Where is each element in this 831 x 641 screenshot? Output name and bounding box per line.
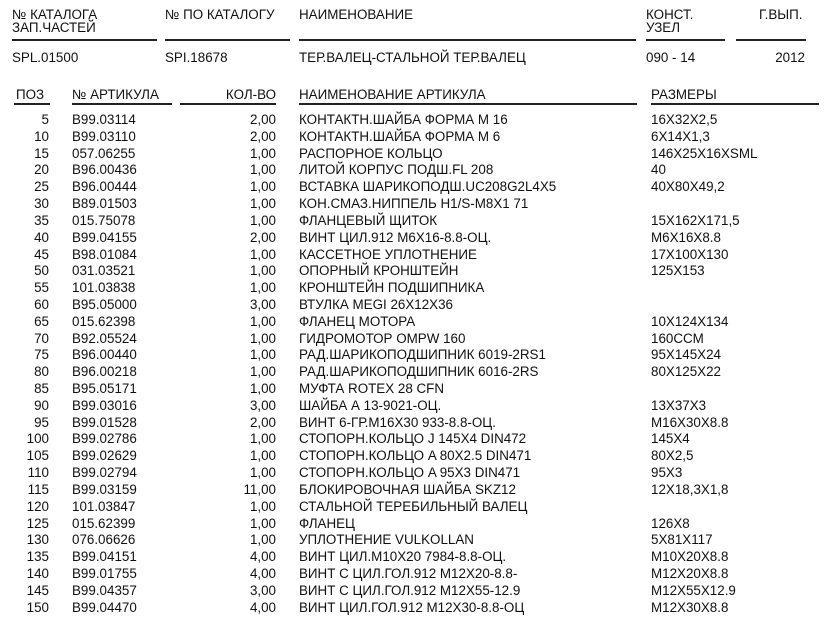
- row-dimensions: 95X145X24: [651, 347, 721, 363]
- table-row: [0, 583, 831, 600]
- row-part-name: КОНТАКТН.ШАЙБА ФОРМА М 6: [299, 128, 501, 144]
- column-header-name: НАИМЕНОВАНИЕ АРТИКУЛА: [299, 87, 486, 102]
- unit-value: 090 - 14: [646, 50, 696, 65]
- row-dimensions: M12X20X8.8: [651, 565, 729, 581]
- table-row: [0, 431, 831, 448]
- row-position: 65: [34, 313, 49, 329]
- row-part-name: КРОНШТЕЙН ПОДШИПНИКА: [299, 280, 485, 296]
- row-dimensions: 6X14X1,3: [651, 128, 710, 144]
- row-quantity: 3,00: [249, 582, 276, 598]
- row-quantity: 1,00: [249, 162, 276, 178]
- table-row: [0, 213, 831, 230]
- row-dimensions: M16X30X8.8: [651, 414, 729, 430]
- row-dimensions: 16X32X2,5: [651, 112, 718, 127]
- row-quantity: 1,00: [249, 448, 276, 464]
- table-row: [0, 314, 831, 331]
- row-quantity: 1,00: [249, 431, 276, 447]
- row-part-name: ФЛАНЕЦ: [299, 515, 355, 531]
- row-part-name: КАССЕТНОЕ УПЛОТНЕНИЕ: [299, 246, 477, 262]
- table-row: [0, 263, 831, 280]
- row-part-name: РАД.ШАРИКОПОДШИПНИК 6016-2RS: [299, 364, 539, 380]
- row-position: 85: [34, 381, 49, 396]
- table-row: [0, 381, 831, 398]
- row-article-number: B96.00444: [72, 179, 137, 195]
- table-row: [0, 448, 831, 465]
- header-rule-catalog: [12, 39, 157, 41]
- row-article-number: 101.03847: [72, 498, 136, 514]
- row-dimensions: 145X4: [651, 431, 690, 447]
- row-position: 130: [26, 532, 49, 548]
- row-quantity: 1,00: [249, 263, 276, 279]
- row-article-number: 076.06626: [72, 532, 136, 548]
- row-quantity: 1,00: [249, 330, 276, 346]
- table-row: [0, 398, 831, 415]
- row-article-number: B99.01528: [72, 414, 137, 430]
- row-article-number: 057.06255: [72, 145, 136, 161]
- row-quantity: 4,00: [249, 549, 276, 565]
- row-position: 60: [34, 296, 49, 312]
- row-position: 150: [26, 599, 49, 615]
- row-position: 35: [34, 212, 49, 228]
- row-part-name: БЛОКИРОВОЧНАЯ ШАЙБА SKZ12: [299, 481, 516, 497]
- table-row: [0, 129, 831, 146]
- row-article-number: B92.05524: [72, 330, 137, 346]
- row-part-name: ШАЙБА А 13-9021-ОЦ.: [299, 397, 442, 413]
- year-label: Г.ВЫП.: [759, 7, 803, 22]
- row-quantity: 11,00: [243, 481, 276, 497]
- row-position: 75: [34, 347, 49, 363]
- row-quantity: 3,00: [249, 397, 276, 413]
- row-article-number: B99.02786: [72, 431, 137, 447]
- row-position: 120: [26, 498, 49, 514]
- row-quantity: 1,00: [249, 465, 276, 481]
- row-part-name: ОПОРНЫЙ КРОНШТЕЙН: [299, 263, 459, 279]
- column-header-article: № АРТИКУЛА: [72, 87, 159, 102]
- column-header-qty: КОЛ-ВО: [225, 87, 276, 102]
- table-row: [0, 331, 831, 348]
- row-quantity: 1,00: [249, 196, 276, 212]
- column-rule-size: [651, 103, 819, 105]
- table-row: [0, 196, 831, 213]
- row-position: 55: [34, 280, 49, 296]
- row-quantity: 2,00: [249, 229, 276, 245]
- row-part-name: СТОПОРН.КОЛЬЦО A 95X3 DIN471: [299, 465, 521, 481]
- row-part-name: РАСПОРНОЕ КОЛЬЦО: [299, 145, 443, 161]
- table-row: [0, 482, 831, 499]
- row-position: 140: [26, 565, 49, 581]
- table-row: [0, 532, 831, 549]
- row-position: 25: [34, 179, 49, 195]
- table-row: [0, 179, 831, 196]
- catalog-ref-value: SPI.18678: [165, 50, 228, 65]
- column-rule-article: [72, 103, 172, 105]
- row-position: 95: [34, 414, 49, 430]
- row-position: 40: [34, 229, 49, 245]
- table-row: [0, 347, 831, 364]
- row-part-name: ГИДРОМОТОР OMPW 160: [299, 330, 466, 346]
- row-position: 5: [41, 112, 49, 127]
- row-article-number: B99.02629: [72, 448, 137, 464]
- table-row: [0, 600, 831, 617]
- header-rule-year: [736, 39, 806, 41]
- assembly-name-value: ТЕР.ВАЛЕЦ-СТАЛЬНОЙ ТЕР.ВАЛЕЦ: [299, 50, 526, 65]
- row-part-name: РАД.ШАРИКОПОДШИПНИК 6019-2RS1: [299, 347, 546, 363]
- row-dimensions: 12X18,3X1,8: [651, 481, 729, 497]
- row-position: 135: [26, 549, 49, 565]
- table-row: [0, 230, 831, 247]
- row-article-number: B99.04470: [72, 599, 137, 615]
- table-row: [0, 280, 831, 297]
- row-quantity: 3,00: [249, 296, 276, 312]
- table-row: [0, 364, 831, 381]
- row-position: 45: [34, 246, 49, 262]
- row-position: 105: [26, 448, 49, 464]
- row-quantity: 2,00: [249, 128, 276, 144]
- table-row: [0, 465, 831, 482]
- year-value: 2012: [775, 50, 805, 65]
- table-row: [0, 297, 831, 314]
- row-part-name: ВТУЛКА MEGI 26X12X36: [299, 296, 454, 312]
- row-quantity: 1,00: [249, 364, 276, 380]
- row-dimensions: 15X162X171,5: [651, 212, 740, 228]
- row-dimensions: 80X2,5: [651, 448, 694, 464]
- table-row: [0, 566, 831, 583]
- row-dimensions: M10X20X8.8: [651, 549, 729, 565]
- row-article-number: 015.62399: [72, 515, 136, 531]
- column-rule-pos: [14, 103, 50, 105]
- row-article-number: 015.75078: [72, 212, 136, 228]
- row-dimensions: 13X37X3: [651, 397, 707, 413]
- row-dimensions: M12X30X8.8: [651, 599, 729, 615]
- row-dimensions: M12X55X12.9: [651, 582, 736, 598]
- row-article-number: B99.03016: [72, 397, 137, 413]
- row-article-number: B99.03159: [72, 481, 137, 497]
- row-quantity: 1,00: [249, 179, 276, 195]
- row-article-number: 101.03838: [72, 280, 136, 296]
- row-article-number: B96.00218: [72, 364, 137, 380]
- parts-table: [0, 112, 831, 616]
- row-dimensions: 10X124X134: [651, 313, 729, 329]
- row-quantity: 1,00: [249, 381, 276, 396]
- unit-label: КОНСТ. УЗЕЛ: [646, 7, 694, 35]
- row-position: 20: [34, 162, 49, 178]
- row-position: 50: [34, 263, 49, 279]
- column-header-pos: ПОЗ: [16, 87, 45, 102]
- row-dimensions: 125X153: [651, 263, 705, 279]
- column-header-size: РАЗМЕРЫ: [651, 87, 717, 102]
- row-quantity: 2,00: [249, 414, 276, 430]
- header-rule-name: [299, 39, 636, 41]
- table-row: [0, 247, 831, 264]
- row-dimensions: 80X125X22: [651, 364, 721, 380]
- row-article-number: B99.03110: [72, 128, 136, 144]
- row-quantity: 1,00: [249, 145, 276, 161]
- row-part-name: СТОПОРН.КОЛЬЦО A 80X2.5 DIN471: [299, 448, 532, 464]
- row-part-name: УПЛОТНЕНИЕ VULKOLLAN: [299, 532, 474, 548]
- row-position: 100: [26, 431, 49, 447]
- catalog-ref-label: № ПО КАТАЛОГУ: [165, 7, 275, 22]
- row-article-number: B99.04155: [72, 229, 137, 245]
- table-row: [0, 146, 831, 163]
- row-quantity: 4,00: [249, 565, 276, 581]
- name-label: НАИМЕНОВАНИЕ: [299, 7, 414, 22]
- row-position: 125: [26, 515, 49, 531]
- row-quantity: 1,00: [249, 212, 276, 228]
- row-dimensions: 146X25X16XSML: [651, 145, 758, 161]
- header-rule-unit: [646, 39, 725, 41]
- row-article-number: 031.03521: [72, 263, 136, 279]
- row-part-name: КОНТАКТН.ШАЙБА ФОРМА М 16: [299, 112, 508, 127]
- row-dimensions: 160CCM: [651, 330, 704, 346]
- row-article-number: B98.01084: [72, 246, 137, 262]
- row-part-name: ФЛАНЦЕВЫЙ ЩИТОК: [299, 212, 438, 228]
- row-article-number: B99.02794: [72, 465, 137, 481]
- row-dimensions: 5X81X117: [651, 532, 713, 548]
- row-part-name: ВИНТ ЦИЛ.ГОЛ.912 M12X30-8.8-ОЦ: [299, 599, 525, 615]
- row-article-number: B89.01503: [72, 196, 137, 212]
- row-part-name: ВИНТ ЦИЛ.912 M6X16-8.8-ОЦ.: [299, 229, 492, 245]
- catalog-number-label: № КАТАЛОГА ЗАП.ЧАСТЕЙ: [12, 7, 98, 35]
- header-rule-ref: [165, 39, 290, 41]
- table-row: [0, 162, 831, 179]
- column-rule-name: [299, 103, 637, 105]
- row-position: 115: [27, 481, 49, 497]
- row-position: 30: [34, 196, 49, 212]
- row-part-name: ВИНТ ЦИЛ.M10X20 7984-8.8-ОЦ.: [299, 549, 507, 565]
- row-dimensions: 17X100X130: [651, 246, 729, 262]
- row-part-name: КОН.СМАЗ.НИППЕЛЬ H1/S-M8X1 71: [299, 196, 529, 212]
- row-article-number: B99.03114: [72, 112, 136, 127]
- row-part-name: ЛИТОЙ КОРПУС ПОДШ.FL 208: [299, 162, 494, 178]
- table-row: [0, 415, 831, 432]
- row-dimensions: 95X3: [651, 465, 683, 481]
- column-rule-qty: [180, 103, 276, 105]
- row-position: 70: [34, 330, 49, 346]
- row-quantity: 1,00: [249, 246, 276, 262]
- row-quantity: 1,00: [249, 532, 276, 548]
- row-dimensions: 40: [651, 162, 666, 178]
- row-article-number: B96.00436: [72, 162, 137, 178]
- row-position: 10: [34, 128, 49, 144]
- row-article-number: B95.05000: [72, 296, 137, 312]
- row-part-name: СТОПОРН.КОЛЬЦО J 145X4 DIN472: [299, 431, 527, 447]
- row-dimensions: M6X16X8.8: [651, 229, 721, 245]
- row-article-number: 015.62398: [72, 313, 136, 329]
- row-quantity: 1,00: [249, 347, 276, 363]
- row-part-name: ВИНТ 6-ГР.M16X30 933-8.8-ОЦ.: [299, 414, 496, 430]
- row-quantity: 4,00: [249, 599, 276, 615]
- table-row: [0, 499, 831, 516]
- row-quantity: 1,00: [249, 280, 276, 296]
- row-part-name: СТАЛЬНОЙ ТЕРЕБИЛЬНЫЙ ВАЛЕЦ: [299, 498, 528, 514]
- row-position: 145: [26, 582, 49, 598]
- row-article-number: B99.04151: [72, 549, 137, 565]
- table-row: [0, 516, 831, 533]
- row-dimensions: 126X8: [651, 515, 690, 531]
- row-part-name: ФЛАНЕЦ МОТОРА: [299, 313, 416, 329]
- table-row: [0, 549, 831, 566]
- row-position: 90: [34, 397, 49, 413]
- row-quantity: 1,00: [249, 498, 276, 514]
- row-quantity: 1,00: [249, 313, 276, 329]
- row-article-number: B96.00440: [72, 347, 137, 363]
- catalog-number-value: SPL.01500: [12, 50, 79, 65]
- row-dimensions: 40X80X49,2: [651, 179, 725, 195]
- row-part-name: ВСТАВКА ШАРИКОПОДШ.UC208G2L4X5: [299, 179, 557, 195]
- row-quantity: 1,00: [249, 515, 276, 531]
- row-article-number: B99.04357: [72, 582, 137, 598]
- row-article-number: B95.05171: [72, 381, 137, 396]
- row-position: 15: [34, 145, 49, 161]
- row-part-name: МУФТА ROTEX 28 CFN: [299, 381, 445, 396]
- row-article-number: B99.01755: [72, 565, 137, 581]
- row-part-name: ВИНТ С ЦИЛ.ГОЛ.912 M12X55-12.9: [299, 582, 521, 598]
- row-position: 80: [34, 364, 49, 380]
- row-part-name: ВИНТ С ЦИЛ.ГОЛ.912 M12X20-8.8-: [299, 565, 518, 581]
- table-row: [0, 112, 831, 129]
- row-position: 110: [27, 465, 49, 481]
- row-quantity: 2,00: [249, 112, 276, 127]
